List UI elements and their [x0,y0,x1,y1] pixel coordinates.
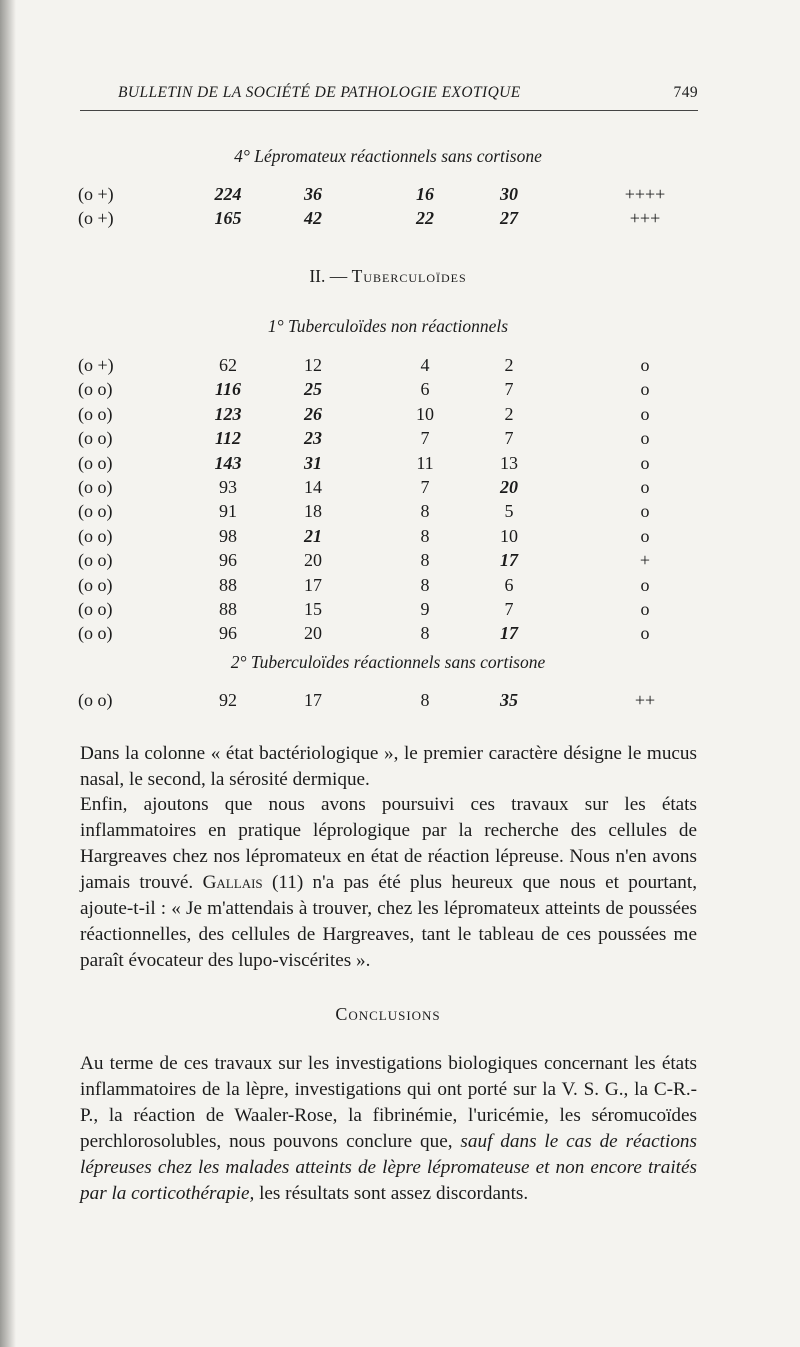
value-cell: 96 [219,623,237,644]
value-cell: 112 [214,428,241,449]
value-cell: 224 [214,184,242,204]
conclusions-heading: Conclusions [335,1004,441,1024]
value-cell: 9 [420,599,430,619]
value-cell: 7 [504,379,514,400]
value-cell: o [640,379,650,400]
bacteriological-state-cell: (o o) [78,599,113,619]
table-row [0,575,800,599]
value-cell: o [640,403,650,424]
value-cell: 16 [416,184,434,204]
value-cell: 42 [304,208,322,228]
value-cell: 62 [219,355,237,375]
value-cell: 17 [304,574,322,595]
value-cell: 96 [219,550,237,571]
value-cell: 143 [214,452,242,473]
value-cell: 13 [500,452,518,473]
bacteriological-state-cell: (o +) [78,184,114,204]
value-cell: 88 [219,599,237,619]
value-cell: 31 [304,452,322,473]
bacteriological-state-cell: (o o) [78,525,113,546]
value-cell: o [640,428,650,449]
value-cell: 11 [416,452,434,473]
value-cell: 6 [420,379,430,400]
value-cell: 5 [504,501,514,522]
value-cell: 2 [504,403,514,424]
subsection-title-reactionnels: 2° Tuberculoïdes réactionnels sans cortisone [230,652,546,672]
value-cell: o [640,623,650,644]
bacteriological-state-cell: (o o) [78,550,113,571]
table-row [0,184,800,208]
value-cell: ++++ [624,184,666,204]
table-row [0,690,800,714]
value-cell: 15 [304,599,322,619]
value-cell: 26 [304,403,322,424]
value-cell: 116 [214,379,241,400]
value-cell: o [640,525,650,546]
table-row [0,599,800,623]
bacteriological-state-cell: (o o) [78,501,113,522]
value-cell: 35 [500,690,518,710]
bacteriological-state-cell: (o o) [78,452,113,473]
table-row [0,355,800,379]
bacteriological-state-cell: (o o) [78,403,113,424]
value-cell: +++ [629,208,661,228]
value-cell: 98 [219,525,237,546]
value-cell: 18 [304,501,322,522]
table-row [0,379,800,403]
value-cell: o [640,501,650,522]
table-row [0,477,800,501]
value-cell: 6 [504,574,514,595]
value-cell: 20 [304,550,322,571]
value-cell: 17 [304,690,322,710]
value-cell: 20 [500,477,518,497]
value-cell: 165 [214,208,242,228]
author-name: Gallais [202,872,263,893]
bacteriological-state-cell: (o o) [78,690,113,710]
value-cell: 8 [420,550,430,571]
page-number: 749 [673,84,698,101]
paragraph-conclusions: Au terme de ces travaux sur les investigations biologiques concernant les états inflammatoires de la lèpre, investigations qui ont porté sur la V. S. G., la C-R.-P., la réaction de Waaler-Rose, la fibrinémie, l'uricémie, les séromucoïdes perchlorosolubles, nous pouvons conclure que, sauf dans le cas de réactions lépreuses chez les malades atteints de lèpre lépromateuse et non encore traités par la corticothérapie, les résultats sont assez discordants. [80,1053,697,1204]
value-cell: 123 [214,403,242,424]
value-cell: o [640,599,650,619]
journal-title: BULLETIN DE LA SOCIÉTÉ DE PATHOLOGIE EXOTIQUE [118,84,521,101]
value-cell: 27 [500,208,518,228]
value-cell: 21 [304,525,322,546]
table-row [0,501,800,525]
bacteriological-state-cell: (o o) [78,574,113,595]
value-cell: 36 [304,184,322,204]
value-cell: o [640,355,650,375]
value-cell: 25 [304,379,322,400]
header-rule [80,110,698,111]
table-row [0,526,800,550]
table-row [0,453,800,477]
value-cell: 92 [219,690,237,710]
value-cell: 7 [504,428,514,449]
table-row [0,208,800,232]
bacteriological-state-cell: (o +) [78,208,114,228]
value-cell: 2 [504,355,514,375]
value-cell: 10 [416,403,434,424]
value-cell: 12 [304,355,322,375]
section-heading-tuberculoides: II. — Tuberculoïdes [309,266,467,286]
value-cell: 7 [420,477,430,497]
value-cell: 10 [500,525,518,546]
table-row [0,428,800,452]
value-cell: + [639,550,651,571]
value-cell: 22 [416,208,434,228]
value-cell: o [640,452,650,473]
bacteriological-state-cell: (o +) [78,355,114,375]
table-row [0,623,800,647]
subsection-title-lepromateux: 4° Lépromateux réactionnels sans cortisone [234,146,542,166]
paragraph-bacteriological-note: Dans la colonne « état bactériologique », le premier caractère désigne le mucus nasal, le second, la sérosité dermique. [80,743,697,790]
value-cell: 8 [420,623,430,644]
value-cell: 17 [500,623,518,644]
bacteriological-state-cell: (o o) [78,379,113,400]
value-cell: 7 [420,428,430,449]
table-row [0,550,800,574]
value-cell: 8 [420,525,430,546]
value-cell: 93 [219,477,237,497]
value-cell: 8 [420,574,430,595]
value-cell: 4 [420,355,430,375]
running-header [118,84,698,108]
bacteriological-state-cell: (o o) [78,477,113,497]
subsection-title-non-reactionnels: 1° Tuberculoïdes non réactionnels [267,316,509,336]
table-row [0,404,800,428]
value-cell: 17 [500,550,518,571]
value-cell: 14 [304,477,322,497]
value-cell: 7 [504,599,514,619]
value-cell: 8 [420,690,430,710]
paragraph-hargreaves: Enfin, ajoutons que nous avons poursuivi ces travaux sur les états inflammatoires en pratique léprologique par la recherche des cellules de Hargreaves chez nos lépromateux en état de réaction lépreuse. Nous n'en avons jamais trouvé. Gallais (11) n'a pas été plus heureux que nous et pourtant, ajoute-t-il : « Je m'attendais à trouver, chez les lépromateux atteints de poussées réactionnelles, des cellules de Hargreaves, tant le tableau de ces poussées me paraît évocateur des lupo-viscérites ». [80,794,697,971]
value-cell: 23 [304,428,322,449]
value-cell: o [640,477,650,497]
value-cell: 91 [219,501,237,522]
value-cell: o [640,574,650,595]
value-cell: 20 [304,623,322,644]
bacteriological-state-cell: (o o) [78,428,113,449]
value-cell: 88 [219,574,237,595]
bacteriological-state-cell: (o o) [78,623,113,644]
value-cell: ++ [634,690,656,710]
value-cell: 30 [500,184,518,204]
value-cell: 8 [420,501,430,522]
